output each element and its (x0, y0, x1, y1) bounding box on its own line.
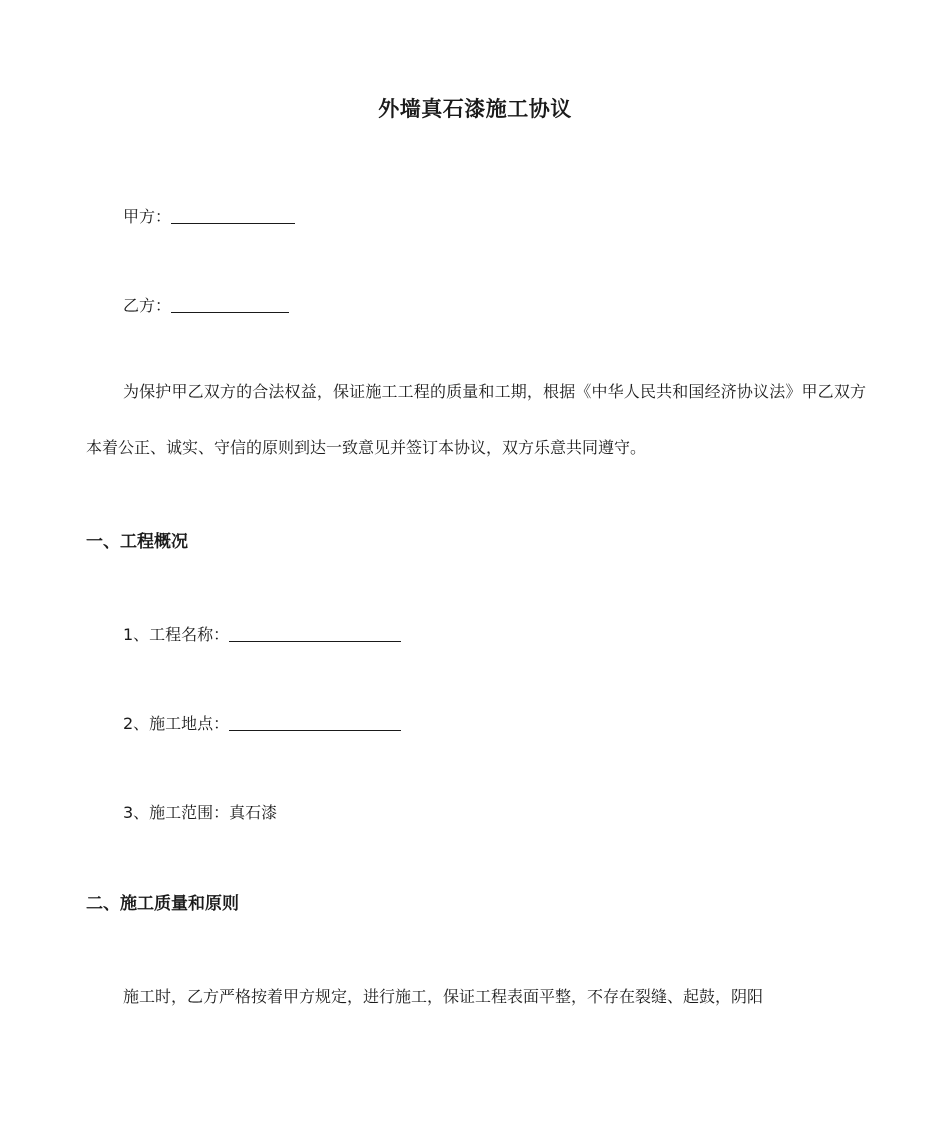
site-location-blank (229, 714, 401, 731)
construction-scope-text: 3、施工范围：真石漆 (123, 803, 278, 822)
construction-scope-line (123, 800, 277, 823)
party-b-label: 乙方： (123, 296, 172, 315)
intro-paragraph: 为保护甲乙双方的合法权益，保证施工工程的质量和工期，根据《中华人民共和国经济协议法》甲乙双方本着公正、诚实、守信的原则到达一致意见并签订本协议，双方乐意共同遵守。 (86, 382, 866, 457)
site-location-line (123, 711, 401, 734)
project-name-label: 1、工程名称： (123, 625, 230, 644)
project-name-line (123, 622, 401, 645)
party-a-blank (171, 207, 295, 224)
quality-paragraph: 施工时，乙方严格按着甲方规定，进行施工，保证工程表面平整，不存在裂缝、起鼓，阴阳 (123, 987, 764, 1006)
party-b-line (123, 293, 289, 316)
party-a-label: 甲方： (123, 207, 172, 226)
section-1-heading: 一、工程概况 (86, 532, 188, 552)
document-title: 外墙真石漆施工协议 (378, 97, 572, 121)
party-a-line (123, 204, 295, 227)
project-name-blank (229, 625, 401, 642)
section-2-heading: 二、施工质量和原则 (86, 894, 239, 914)
site-location-label: 2、施工地点： (123, 714, 230, 733)
party-b-blank (171, 296, 289, 313)
